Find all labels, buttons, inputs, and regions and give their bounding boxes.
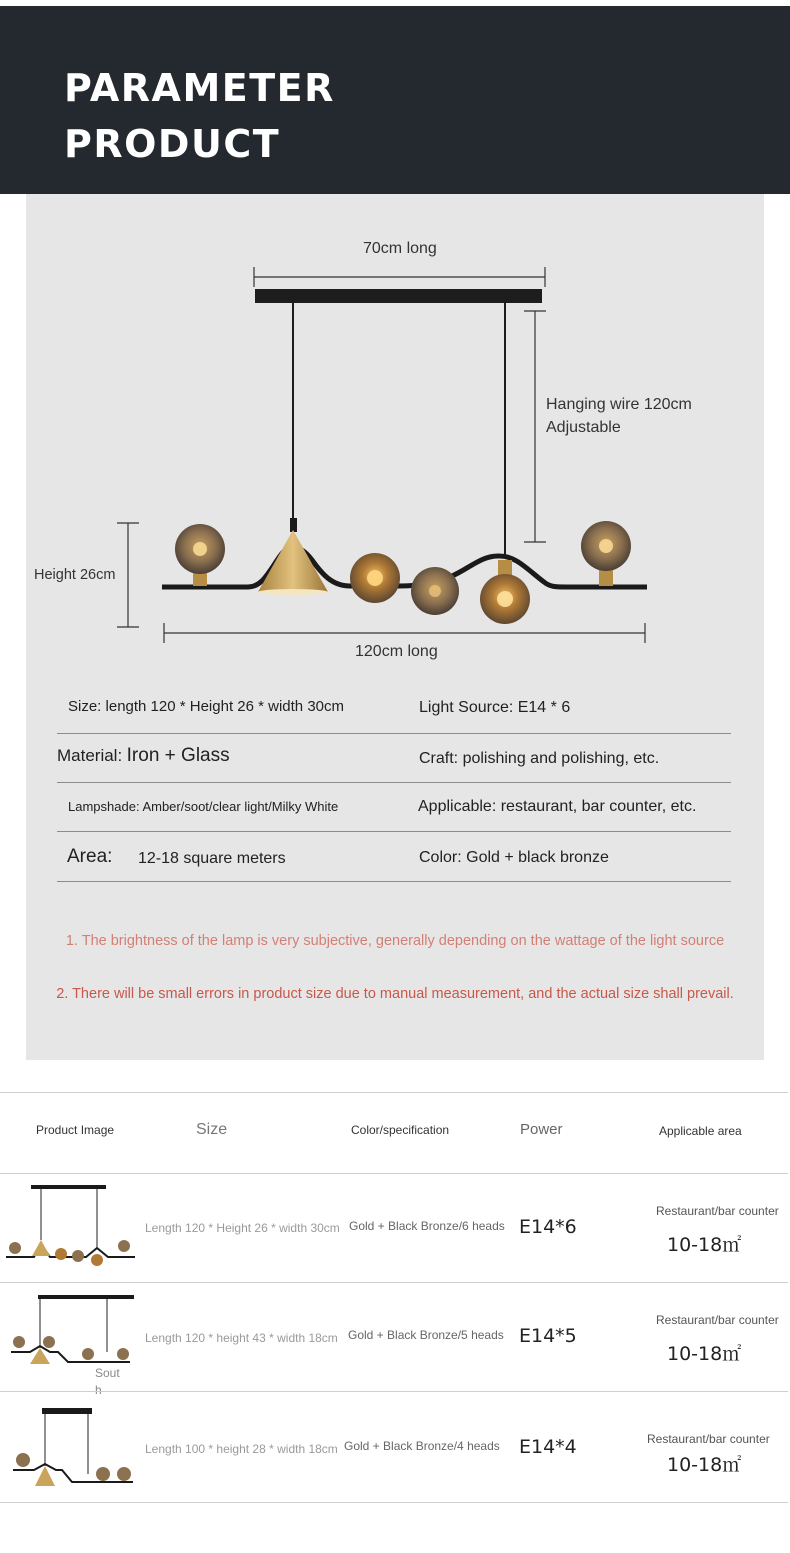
note-1: 1. The brightness of the lamp is very subjective, generally depending on the wattage of the light source <box>65 933 725 949</box>
row3-size: Length 100 * height 28 * width 18cm <box>145 1442 338 1456</box>
spec-row-4 <box>57 832 731 882</box>
table-header-border <box>0 1173 788 1174</box>
th-product-image: Product Image <box>36 1123 115 1137</box>
row1-power: E14*6 <box>519 1216 577 1238</box>
globe-1 <box>175 524 225 586</box>
height-dimension <box>117 523 139 627</box>
spec-size: Size: length 120 * Height 26 * width 30cm <box>68 698 344 715</box>
wire-label-line1: Hanging wire 120cm <box>546 396 692 413</box>
th-applicable-area: Applicable area <box>659 1124 742 1138</box>
spec-area-label: Area: <box>67 846 113 867</box>
lamp-frame-bar <box>162 547 647 587</box>
spec-craft: Craft: polishing and polishing, etc. <box>419 750 660 767</box>
spec-lampshade: Lampshade: Amber/soot/clear light/Milky White <box>68 799 339 814</box>
globe-5 <box>581 521 631 586</box>
globe-2 <box>350 553 400 603</box>
row1-size: Length 120 * Height 26 * width 30cm <box>145 1221 340 1235</box>
spec-material <box>57 745 230 767</box>
product-thumbnail-1 <box>0 1180 140 1272</box>
height-label: Height 26cm <box>34 567 116 583</box>
row2-color: Gold + Black Bronze/5 heads <box>348 1328 504 1342</box>
row1-area-value: 10-18㎡ <box>667 1234 742 1256</box>
ceiling-canopy <box>255 289 542 303</box>
spec-row-1 <box>57 685 731 734</box>
spec-area-value: 12-18 square meters <box>138 850 286 867</box>
row3-area-label: Restaurant/bar counter <box>647 1432 770 1446</box>
product-thumbnail-3 <box>0 1400 140 1496</box>
wire-label-line2: Adjustable <box>546 419 621 436</box>
lamp-diagram <box>0 194 790 674</box>
header-title-line1: PARAMETER <box>64 66 335 110</box>
row2-area-label: Restaurant/bar counter <box>656 1313 779 1327</box>
th-power: Power <box>520 1121 563 1138</box>
row1-border <box>0 1282 788 1283</box>
row3-power: E14*4 <box>519 1436 577 1458</box>
stray-text-2: h <box>95 1383 102 1397</box>
spec-row-3 <box>57 783 731 832</box>
spec-color: Color: Gold + black bronze <box>419 849 609 866</box>
row2-power: E14*5 <box>519 1325 577 1347</box>
top-width-label: 70cm long <box>363 240 437 257</box>
spec-row-2 <box>57 734 731 783</box>
globe-3 <box>411 567 459 615</box>
bottom-width-label: 120cm long <box>355 643 438 660</box>
row2-size: Length 120 * height 43 * width 18cm <box>145 1331 338 1345</box>
stray-text-1: Sout <box>95 1366 120 1380</box>
row1-area-label: Restaurant/bar counter <box>656 1204 779 1218</box>
row3-area-value: 10-18㎡ <box>667 1454 742 1476</box>
page-header <box>0 6 790 194</box>
wire-length-dimension <box>524 311 546 542</box>
globe-4 <box>480 560 530 624</box>
spec-light-source: Light Source: E14 * 6 <box>419 699 571 716</box>
row2-border <box>0 1391 788 1392</box>
spec-applicable: Applicable: restaurant, bar counter, etc. <box>418 798 697 815</box>
table-top-border <box>0 1092 788 1093</box>
bottom-width-dimension <box>164 623 645 643</box>
note-2: 2. There will be small errors in product size due to manual measurement, and the actual size shall prevail. <box>56 986 734 1002</box>
th-size: Size <box>196 1121 228 1138</box>
row1-color: Gold + Black Bronze/6 heads <box>349 1219 505 1233</box>
th-color: Color/specification <box>351 1123 450 1137</box>
spec-material-value: Iron + Glass <box>126 745 230 766</box>
gold-cone-shade <box>258 518 328 595</box>
header-title-line2: PRODUCT <box>64 122 281 166</box>
row2-area-value: 10-18㎡ <box>667 1343 742 1365</box>
row3-color: Gold + Black Bronze/4 heads <box>344 1439 500 1453</box>
spec-material-label: Material: <box>57 746 123 765</box>
top-width-dimension <box>254 267 545 287</box>
row3-border <box>0 1502 788 1503</box>
